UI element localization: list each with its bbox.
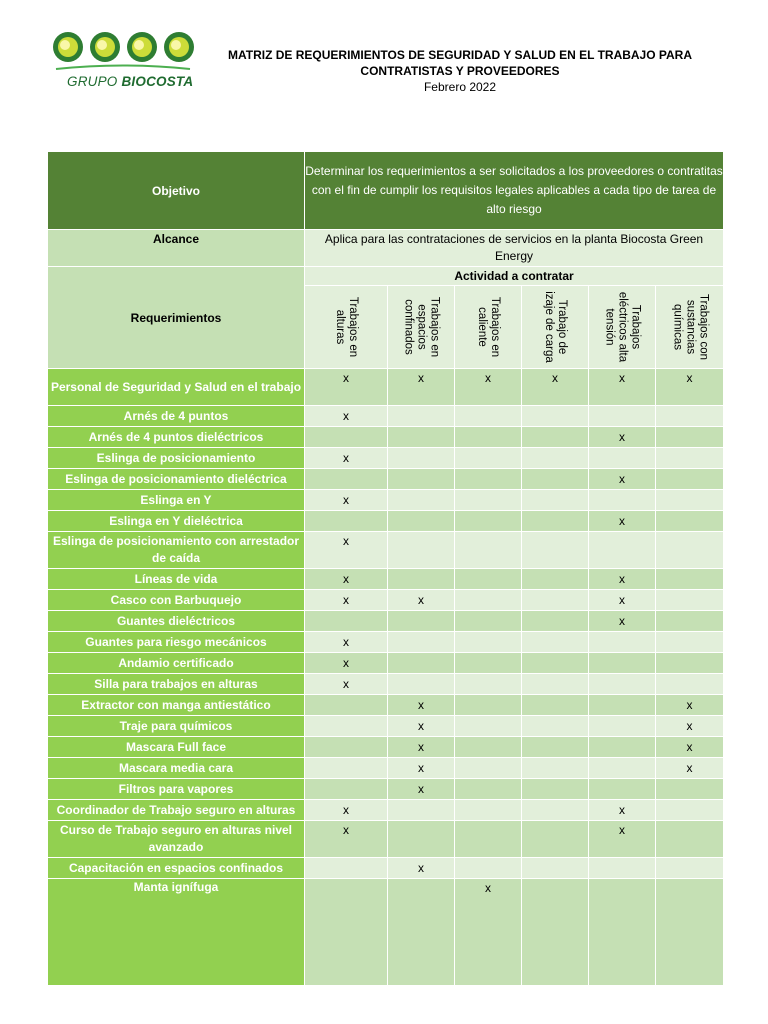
requirement-name: Manta ignífuga bbox=[48, 879, 305, 986]
requirement-mark bbox=[656, 511, 724, 532]
requirement-mark bbox=[656, 632, 724, 653]
requirement-mark bbox=[656, 821, 724, 858]
requirement-mark bbox=[305, 427, 388, 448]
requirement-mark: x bbox=[388, 779, 455, 800]
requirement-mark bbox=[455, 427, 522, 448]
requirement-mark: x bbox=[388, 716, 455, 737]
requirement-name: Personal de Seguridad y Salud en el trabajo bbox=[48, 369, 305, 406]
requirement-mark bbox=[388, 821, 455, 858]
table-row bbox=[48, 632, 724, 653]
requirement-mark bbox=[388, 448, 455, 469]
requirement-name: Eslinga de posicionamiento con arrestador de caída bbox=[48, 532, 305, 569]
requirement-mark: x bbox=[589, 469, 656, 490]
table-row bbox=[48, 858, 724, 879]
table-row bbox=[48, 469, 724, 490]
requirement-mark bbox=[522, 511, 589, 532]
requirement-mark: x bbox=[388, 858, 455, 879]
requirement-mark bbox=[522, 858, 589, 879]
requirement-name: Casco con Barbuquejo bbox=[48, 590, 305, 611]
requirement-name: Capacitación en espacios confinados bbox=[48, 858, 305, 879]
requirement-mark bbox=[656, 858, 724, 879]
requirement-mark bbox=[455, 569, 522, 590]
activity-header: Trabajos en alturas bbox=[305, 286, 388, 369]
requirement-mark bbox=[656, 569, 724, 590]
document-title-block bbox=[225, 47, 695, 95]
table-row bbox=[48, 532, 724, 569]
requirement-mark bbox=[305, 716, 388, 737]
requirement-mark bbox=[455, 490, 522, 511]
logo-circles-icon bbox=[53, 32, 194, 69]
requirement-mark bbox=[589, 716, 656, 737]
requirement-mark bbox=[388, 632, 455, 653]
table-row bbox=[48, 448, 724, 469]
table-row bbox=[48, 569, 724, 590]
table-row bbox=[48, 406, 724, 427]
requirement-mark bbox=[455, 695, 522, 716]
requirement-mark: x bbox=[589, 369, 656, 406]
requirement-mark: x bbox=[589, 611, 656, 632]
requirement-mark bbox=[455, 469, 522, 490]
requirement-mark bbox=[305, 469, 388, 490]
requirement-name: Líneas de vida bbox=[48, 569, 305, 590]
requirement-name: Arnés de 4 puntos dieléctricos bbox=[48, 427, 305, 448]
requirement-mark bbox=[388, 800, 455, 821]
requirement-mark bbox=[455, 779, 522, 800]
requirement-mark bbox=[455, 716, 522, 737]
requirements-matrix bbox=[47, 151, 724, 986]
table-row bbox=[48, 653, 724, 674]
scope-label: Alcance bbox=[48, 230, 305, 267]
requirement-name: Guantes para riesgo mecánicos bbox=[48, 632, 305, 653]
requirement-name: Eslinga de posicionamiento dieléctrica bbox=[48, 469, 305, 490]
requirement-mark bbox=[522, 406, 589, 427]
requirement-mark: x bbox=[305, 490, 388, 511]
requirement-name: Coordinador de Trabajo seguro en alturas bbox=[48, 800, 305, 821]
requirement-mark bbox=[305, 511, 388, 532]
table-row bbox=[48, 716, 724, 737]
document-title-line1: MATRIZ DE REQUERIMIENTOS DE SEGURIDAD Y SALUD EN EL TRABAJO PARA bbox=[227, 48, 693, 62]
requirement-mark: x bbox=[388, 590, 455, 611]
requirement-mark bbox=[455, 406, 522, 427]
requirement-name: Eslinga en Y bbox=[48, 490, 305, 511]
requirement-mark bbox=[455, 653, 522, 674]
requirement-mark: x bbox=[455, 369, 522, 406]
requirement-mark: x bbox=[388, 737, 455, 758]
requirement-mark bbox=[522, 695, 589, 716]
requirement-mark bbox=[656, 490, 724, 511]
requirement-mark: x bbox=[522, 369, 589, 406]
activity-header: Trabajos en caliente bbox=[455, 286, 522, 369]
requirement-mark: x bbox=[656, 369, 724, 406]
objective-text: Determinar los requerimientos a ser solicitados a los proveedores o contratitas con el fin de cumplir los requisitos legales aplicables a cada tipo de tarea de alto riesgo bbox=[305, 152, 724, 230]
table-row bbox=[48, 779, 724, 800]
requirement-mark: x bbox=[589, 427, 656, 448]
requirement-mark bbox=[522, 716, 589, 737]
requirements-label: Requerimientos bbox=[48, 267, 305, 369]
table-row bbox=[48, 821, 724, 858]
requirement-mark: x bbox=[305, 590, 388, 611]
table-row bbox=[48, 879, 724, 986]
requirement-mark: x bbox=[305, 369, 388, 406]
requirement-mark: x bbox=[589, 590, 656, 611]
requirement-name: Curso de Trabajo seguro en alturas nivel avanzado bbox=[48, 821, 305, 858]
requirement-mark bbox=[522, 532, 589, 569]
requirement-mark bbox=[305, 695, 388, 716]
requirement-mark bbox=[656, 406, 724, 427]
requirement-mark bbox=[522, 879, 589, 986]
activity-header: Trabajos con sustancias químicas bbox=[656, 286, 724, 369]
requirement-mark bbox=[589, 737, 656, 758]
requirement-mark bbox=[656, 532, 724, 569]
requirement-mark: x bbox=[305, 821, 388, 858]
activity-title: Actividad a contratar bbox=[305, 267, 724, 286]
requirement-mark: x bbox=[656, 695, 724, 716]
requirement-mark bbox=[305, 879, 388, 986]
requirement-mark: x bbox=[388, 758, 455, 779]
requirement-mark bbox=[522, 569, 589, 590]
activity-header: Trabajo de izaje de carga bbox=[522, 286, 589, 369]
requirement-mark bbox=[656, 653, 724, 674]
table-row bbox=[48, 490, 724, 511]
requirement-mark: x bbox=[388, 695, 455, 716]
requirement-name: Mascara media cara bbox=[48, 758, 305, 779]
requirement-mark: x bbox=[305, 448, 388, 469]
requirement-mark bbox=[656, 611, 724, 632]
requirement-name: Guantes dieléctricos bbox=[48, 611, 305, 632]
requirement-mark bbox=[388, 674, 455, 695]
requirement-mark bbox=[455, 611, 522, 632]
table-row bbox=[48, 758, 724, 779]
requirement-mark bbox=[656, 779, 724, 800]
requirement-mark bbox=[388, 427, 455, 448]
table-row bbox=[48, 611, 724, 632]
requirement-mark bbox=[589, 653, 656, 674]
activity-title-row bbox=[48, 267, 724, 286]
requirement-mark bbox=[455, 821, 522, 858]
requirement-mark bbox=[305, 858, 388, 879]
requirement-mark bbox=[589, 632, 656, 653]
requirement-mark bbox=[305, 611, 388, 632]
table-row bbox=[48, 427, 724, 448]
requirement-mark bbox=[522, 590, 589, 611]
requirement-mark: x bbox=[656, 716, 724, 737]
requirement-mark bbox=[455, 532, 522, 569]
objective-label: Objetivo bbox=[48, 152, 305, 230]
requirement-mark: x bbox=[305, 569, 388, 590]
requirement-mark: x bbox=[305, 653, 388, 674]
requirement-mark bbox=[388, 490, 455, 511]
requirement-mark bbox=[522, 448, 589, 469]
requirement-name: Silla para trabajos en alturas bbox=[48, 674, 305, 695]
requirement-mark: x bbox=[305, 674, 388, 695]
requirement-mark bbox=[522, 632, 589, 653]
requirement-mark bbox=[589, 879, 656, 986]
requirement-mark bbox=[656, 469, 724, 490]
requirement-mark: x bbox=[589, 511, 656, 532]
requirement-mark: x bbox=[589, 821, 656, 858]
requirement-mark bbox=[656, 879, 724, 986]
requirement-name: Filtros para vapores bbox=[48, 779, 305, 800]
requirement-mark bbox=[589, 695, 656, 716]
requirement-mark: x bbox=[305, 532, 388, 569]
table-row bbox=[48, 800, 724, 821]
brand-name: GRUPO BIOCOSTA bbox=[67, 74, 194, 89]
scope-text: Aplica para las contrataciones de servicios en la planta Biocosta Green Energy bbox=[305, 230, 724, 267]
requirement-mark bbox=[589, 490, 656, 511]
requirement-mark bbox=[455, 737, 522, 758]
requirement-mark bbox=[589, 779, 656, 800]
requirement-mark bbox=[656, 800, 724, 821]
requirement-mark bbox=[522, 653, 589, 674]
requirement-mark: x bbox=[656, 737, 724, 758]
requirement-name: Eslinga de posicionamiento bbox=[48, 448, 305, 469]
requirement-mark bbox=[388, 569, 455, 590]
requirement-name: Traje para químicos bbox=[48, 716, 305, 737]
requirement-mark bbox=[656, 427, 724, 448]
table-row bbox=[48, 695, 724, 716]
table-row bbox=[48, 369, 724, 406]
requirement-mark bbox=[522, 737, 589, 758]
activity-header: Trabajos en espacios confinados bbox=[388, 286, 455, 369]
requirement-mark: x bbox=[589, 800, 656, 821]
requirement-mark: x bbox=[589, 569, 656, 590]
requirement-mark bbox=[656, 448, 724, 469]
requirement-mark: x bbox=[305, 406, 388, 427]
requirement-mark bbox=[388, 532, 455, 569]
requirement-mark bbox=[522, 800, 589, 821]
requirement-name: Arnés de 4 puntos bbox=[48, 406, 305, 427]
table-row bbox=[48, 590, 724, 611]
table-row bbox=[48, 674, 724, 695]
requirement-mark bbox=[522, 674, 589, 695]
requirement-mark: x bbox=[388, 369, 455, 406]
activity-header: Trabajos eléctricos alta tensión bbox=[589, 286, 656, 369]
requirement-mark bbox=[305, 758, 388, 779]
requirement-mark bbox=[589, 758, 656, 779]
requirement-mark bbox=[589, 406, 656, 427]
requirement-mark bbox=[455, 674, 522, 695]
requirement-name: Extractor con manga antiestático bbox=[48, 695, 305, 716]
requirement-mark bbox=[589, 674, 656, 695]
requirement-mark bbox=[455, 448, 522, 469]
requirement-mark bbox=[522, 821, 589, 858]
requirement-mark bbox=[455, 758, 522, 779]
requirement-mark: x bbox=[305, 800, 388, 821]
requirement-mark bbox=[455, 511, 522, 532]
requirement-name: Mascara Full face bbox=[48, 737, 305, 758]
requirement-mark bbox=[388, 611, 455, 632]
requirement-mark bbox=[656, 590, 724, 611]
requirement-mark bbox=[656, 674, 724, 695]
requirement-mark bbox=[388, 469, 455, 490]
requirement-name: Eslinga en Y dieléctrica bbox=[48, 511, 305, 532]
requirement-mark bbox=[455, 590, 522, 611]
requirement-mark bbox=[388, 511, 455, 532]
requirement-mark bbox=[522, 490, 589, 511]
requirement-mark bbox=[522, 779, 589, 800]
requirement-mark: x bbox=[656, 758, 724, 779]
document-title-line2: CONTRATISTAS Y PROVEEDORES bbox=[360, 64, 560, 78]
requirement-mark bbox=[522, 427, 589, 448]
requirement-mark: x bbox=[455, 879, 522, 986]
requirement-mark bbox=[305, 779, 388, 800]
requirement-mark bbox=[305, 737, 388, 758]
requirement-mark bbox=[388, 879, 455, 986]
requirement-mark bbox=[455, 632, 522, 653]
scope-row bbox=[48, 230, 724, 267]
requirement-mark bbox=[388, 406, 455, 427]
requirement-mark bbox=[522, 758, 589, 779]
requirement-mark bbox=[589, 858, 656, 879]
requirements-body bbox=[48, 369, 724, 986]
requirement-mark bbox=[455, 800, 522, 821]
requirement-mark bbox=[589, 532, 656, 569]
objective-row bbox=[48, 152, 724, 230]
document-date: Febrero 2022 bbox=[423, 80, 497, 94]
requirement-mark bbox=[522, 469, 589, 490]
requirement-mark bbox=[455, 858, 522, 879]
table-row bbox=[48, 511, 724, 532]
table-row bbox=[48, 737, 724, 758]
requirement-mark bbox=[589, 448, 656, 469]
requirement-mark: x bbox=[305, 632, 388, 653]
requirement-mark bbox=[522, 611, 589, 632]
requirement-mark bbox=[388, 653, 455, 674]
requirement-name: Andamio certificado bbox=[48, 653, 305, 674]
